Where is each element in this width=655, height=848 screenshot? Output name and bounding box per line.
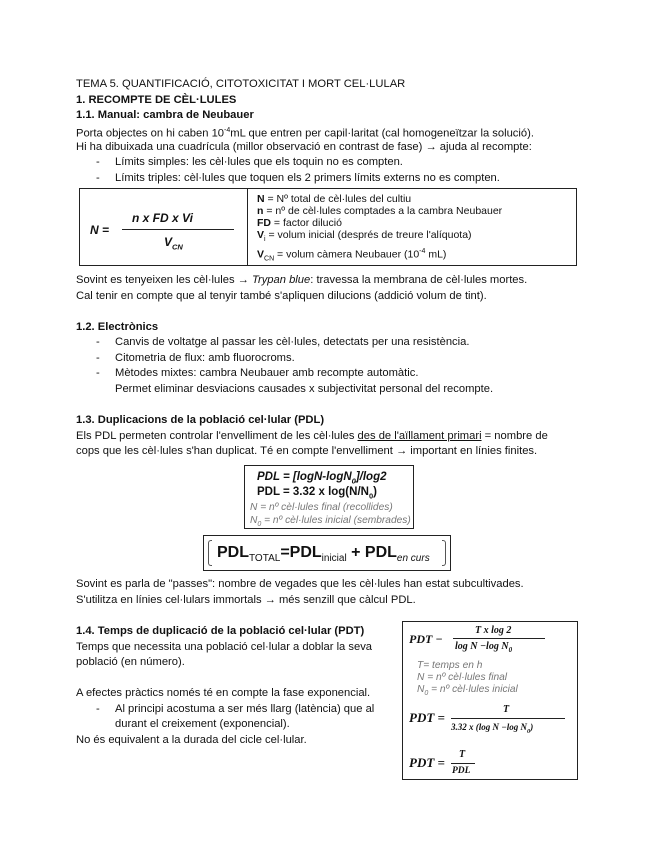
paragraph: S'utilitza en línies cel·lulars immortals → més senzill que càlcul PDL. (76, 594, 416, 606)
legend-line: $V_i$ = volum inicial (després de treure l'alíquota) (257, 229, 472, 244)
fraction-bar (451, 718, 565, 719)
pdl-formula-1: PDL = [logN-logN$_0$]/log2 (257, 471, 387, 486)
bullet-item: Límits triples: cèl·lules que toquen els 2 primers límits externs no es compten. (115, 172, 500, 184)
bullet-item: Canvis de voltatge al passar les cèl·lules, detectats per una resistència. (115, 336, 470, 348)
heading-1-2: 1.2. Electrònics (76, 321, 159, 333)
pdl-total-box (203, 535, 451, 571)
pdt-formula-2-den: 3.32 x (log N −log $N_0$) (451, 722, 534, 735)
bullet-dash: - (96, 703, 100, 715)
bullet-continuation: durant el creixement (exponencial). (115, 718, 290, 730)
legend-line: FD = factor dilució (257, 217, 342, 229)
formula-legend (257, 193, 502, 266)
pdt-formula-1-den: log N −log $N_0$ (455, 641, 513, 654)
bracket-left (208, 540, 212, 566)
bullet-item: Citometria de flux: amb fluorocroms. (115, 352, 295, 364)
paragraph: població (en número). (76, 656, 185, 668)
bullet-dash: - (96, 352, 100, 364)
formula-lhs: N = (90, 223, 110, 237)
divider (247, 189, 248, 265)
pdt-formula-1-num: T x log 2 (475, 625, 512, 636)
paragraph: Hi ha dibuixada una cuadrícula (millor observació en contrast de fase) → ajuda al recompte: (76, 141, 532, 153)
fraction-bar (453, 638, 545, 639)
paragraph: cops que les cèl·lules s'han duplicat. Té en compte l'envelliment → important en línies finites. (76, 445, 538, 457)
paragraph: No és equivalent a la durada del cicle cel·lular. (76, 734, 307, 746)
section-1-title: 1. RECOMPTE DE CÈL·LULES (76, 94, 237, 106)
heading-1-1: 1.1. Manual: cambra de Neubauer (76, 109, 254, 121)
formula-numerator: n x FD x Vi (132, 211, 193, 225)
bullet-item: Mètodes mixtes: cambra Neubauer amb recompte automàtic. (115, 367, 419, 379)
bullet-dash: - (96, 336, 100, 348)
document-title: TEMA 5. QUANTIFICACIÓ, CITOTOXICITAT I MORT CEL·LULAR (76, 78, 406, 90)
bullet-item: Al principi acostuma a ser més llarg (latència) que al (115, 703, 375, 715)
paragraph: Temps que necessita una població cel·lular a doblar la seva (76, 641, 373, 653)
pdt-def-n0: $N_0$ = nº cèl·lules inicial (417, 684, 518, 698)
pdl-total-formula: $PDL_{TOTAL}=PDL_{inicial} + PDL_{en curs}$ (217, 544, 430, 565)
legend-line: n = nº de cèl·lules comptades a la cambra Neubauer (257, 205, 503, 217)
legend-line: $V_{CN}$ = volum càmera Neubauer ($10^{-4}$ mL) (257, 248, 447, 263)
pdt-formula-3-lhs: PDT = (409, 755, 445, 770)
pdl-formula-box (244, 465, 414, 529)
bullet-dash: - (96, 156, 100, 168)
pdl-def-n: N = nº cèl·lules final (recollides) (250, 502, 393, 513)
heading-1-3: 1.3. Duplicacions de la població cel·lular (PDL) (76, 414, 325, 426)
paragraph: Porta objectes on hi caben $10^{-4}mL$ que entren per capil·laritat (cal homogeneïtzar la solució). (76, 127, 534, 140)
pdt-formula-3-num: T (459, 749, 466, 760)
paragraph: Cal tenir en compte que al tenyir també s'apliquen dilucions (addició volum de tint). (76, 290, 487, 302)
bracket-right (442, 540, 446, 566)
pdt-formula-1-lhs: PDT − (409, 632, 443, 646)
formula-denominator: $V_{CN}$ (164, 235, 183, 252)
pdt-formula-2-num: T (503, 704, 510, 715)
paragraph: Els PDL permeten controlar l'envelliment de les cèl·lules des de l'aïllament primari = nombre de (76, 430, 548, 442)
pdt-def-n: N = nº cèl·lules final (417, 672, 508, 683)
paragraph: A efectes pràctics només té en compte la fase exponencial. (76, 687, 371, 699)
pdt-formula-2-lhs: PDT = (409, 710, 445, 725)
pdl-def-n0: $N_0$ = nº cèl·lules inicial (sembrades) (250, 515, 411, 529)
pdt-formula-box (402, 621, 578, 780)
heading-1-4: 1.4. Temps de duplicació de la població cel·lular (PDT) (76, 625, 365, 637)
paragraph: Sovint es parla de "passes": nombre de vegades que les cèl·lules han estat subcultivades. (76, 578, 524, 590)
bullet-dash: - (96, 367, 100, 379)
bullet-dash: - (96, 172, 100, 184)
fraction-bar (122, 229, 234, 230)
paragraph: Sovint es tenyeixen les cèl·lules → Trypan blue: travessa la membrana de cèl·lules mortes. (76, 274, 528, 286)
pdt-formula-3-den: PDL (452, 766, 471, 776)
bullet-continuation: Permet eliminar desviacions causades x subjectivitat personal del recompte. (115, 383, 494, 395)
legend-line: N = Nº total de cèl·lules del cultiu (257, 193, 412, 205)
pdt-def-t: T= temps en h (417, 660, 483, 671)
neubauer-formula-box (79, 188, 577, 266)
bullet-item: Límits simples: les cèl·lules que els toquin no es compten. (115, 156, 403, 168)
pdl-formula-2: PDL = 3.32 x $\log(N/N_0)$ (257, 486, 377, 501)
